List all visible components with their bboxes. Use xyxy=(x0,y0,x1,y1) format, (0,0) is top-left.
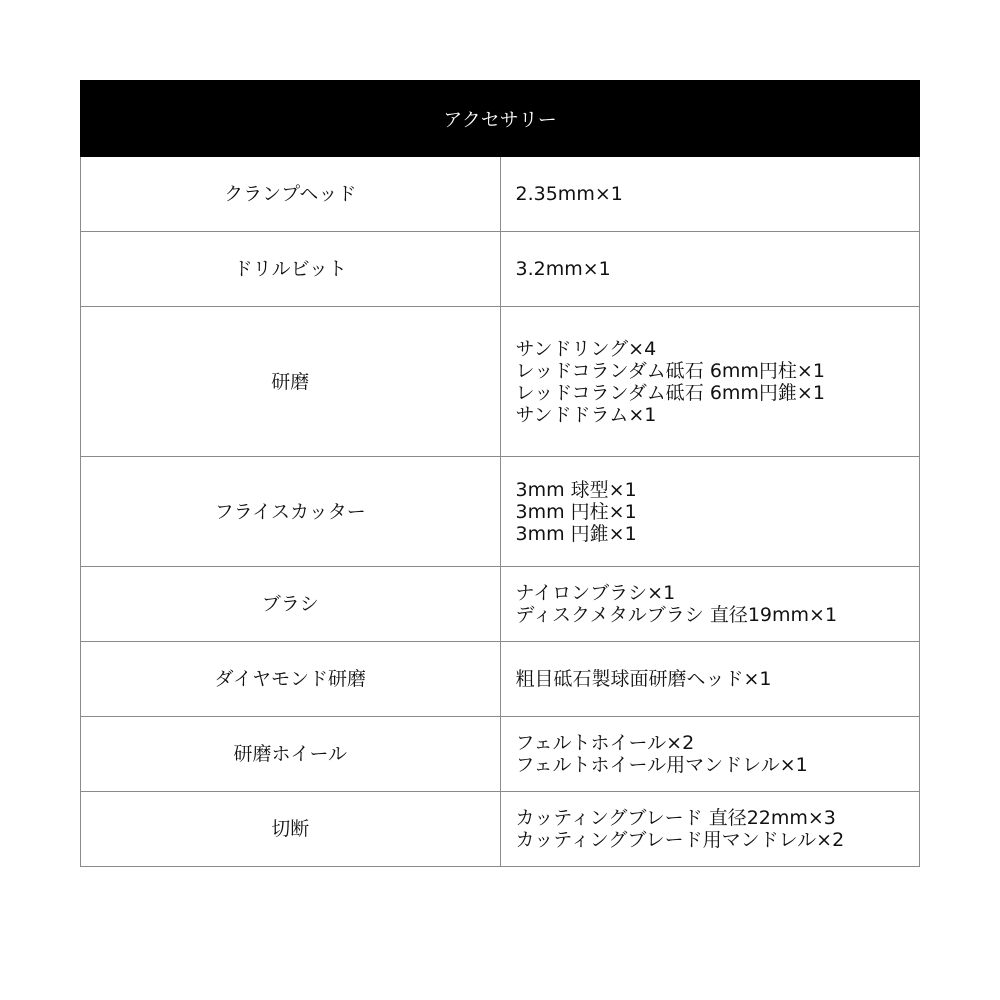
row-label: 切断 xyxy=(81,792,501,867)
table-row xyxy=(81,307,920,457)
table-row xyxy=(81,457,920,567)
value-line: 3mm 球型×1 xyxy=(515,478,637,501)
value-line: 3.2mm×1 xyxy=(515,258,611,280)
value-line: 粗目砥石製球面研磨ヘッド×1 xyxy=(515,668,772,690)
row-value xyxy=(500,567,920,642)
value-line: カッティングブレード 直径22mm×3 xyxy=(515,807,836,829)
value-line: 2.35mm×1 xyxy=(515,183,623,205)
table-row xyxy=(81,717,920,792)
row-label: 研磨ホイール xyxy=(81,717,501,792)
value-line: 3mm 円錐×1 xyxy=(515,522,637,545)
table-row xyxy=(81,157,920,232)
row-value xyxy=(500,232,920,307)
row-value xyxy=(500,457,920,567)
accessory-table xyxy=(80,80,920,867)
row-label: フライスカッター xyxy=(81,457,501,567)
table-row xyxy=(81,567,920,642)
row-value xyxy=(500,717,920,792)
table-row xyxy=(81,642,920,717)
row-label: 研磨 xyxy=(81,307,501,457)
table-row xyxy=(81,792,920,867)
value-line: レッドコランダム砥石 6mm円錐×1 xyxy=(515,381,825,404)
row-label: クランプヘッド xyxy=(81,157,501,232)
row-value xyxy=(500,642,920,717)
row-label: ドリルビット xyxy=(81,232,501,307)
value-line: フェルトホイール×2 xyxy=(515,732,695,754)
value-line: サンドリング×4 xyxy=(515,337,657,360)
value-line: ディスクメタルブラシ 直径19mm×1 xyxy=(515,604,838,626)
value-line: ナイロンブラシ×1 xyxy=(515,582,676,604)
row-value xyxy=(500,792,920,867)
value-line: カッティングブレード用マンドレル×2 xyxy=(515,829,845,851)
value-line: サンドドラム×1 xyxy=(515,403,657,426)
table-header-title: アクセサリー xyxy=(81,81,920,157)
value-line: レッドコランダム砥石 6mm円柱×1 xyxy=(515,359,825,382)
row-value xyxy=(500,307,920,457)
row-value xyxy=(500,157,920,232)
value-line: フェルトホイール用マンドレル×1 xyxy=(515,754,808,776)
row-label: ダイヤモンド研磨 xyxy=(81,642,501,717)
value-line: 3mm 円柱×1 xyxy=(515,500,637,523)
row-label: ブラシ xyxy=(81,567,501,642)
table-header-row xyxy=(81,81,920,157)
table-row xyxy=(81,232,920,307)
